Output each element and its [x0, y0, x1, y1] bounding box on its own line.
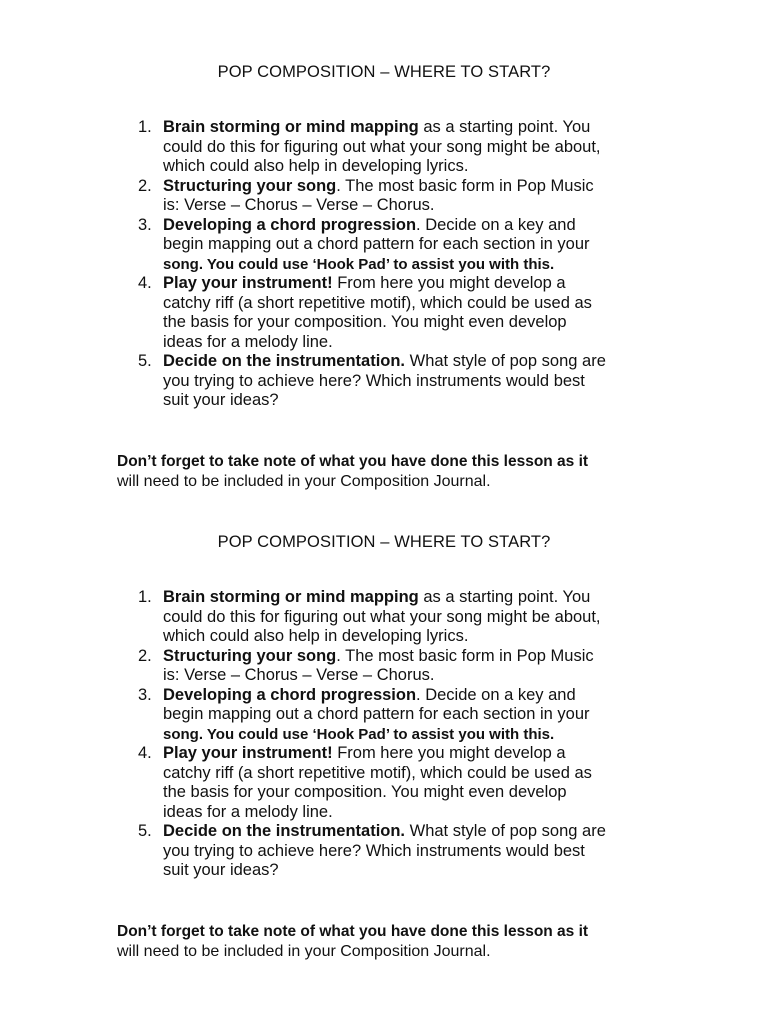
- step-number: 3.: [138, 215, 152, 234]
- step-line: begin mapping out a chord pattern for each section in your: [163, 705, 590, 723]
- step-line: suit your ideas?: [163, 391, 279, 409]
- page-title: POP COMPOSITION – WHERE TO START?: [217, 533, 551, 551]
- step-title: Structuring your song: [163, 646, 337, 665]
- step-title: Brain storming or mind mapping: [163, 588, 419, 606]
- step-line: the basis for your composition. You might even develop: [163, 783, 567, 801]
- step-line: [163, 744, 677, 764]
- step-title: Decide on the instrumentation.: [163, 352, 406, 370]
- step-text: . The most basic form in Pop Music: [336, 176, 594, 195]
- step-line: [163, 255, 677, 275]
- step-text: From here you might develop a: [332, 744, 566, 762]
- step-number: 5.: [138, 352, 152, 370]
- step-title: Play your instrument!: [163, 744, 333, 762]
- page-title: POP COMPOSITION – WHERE TO START?: [217, 63, 551, 81]
- step-text: song: [163, 725, 199, 743]
- step-number: 2.: [138, 176, 152, 195]
- step-line: catchy riff (a short repetitive motif), which could be used as: [163, 293, 592, 312]
- step-line: which could also help in developing lyrics.: [163, 157, 469, 175]
- step-text: What style of pop song are: [405, 352, 606, 370]
- reminder-text: will need to be included in your Composition Journal.: [117, 943, 491, 960]
- step-number: 4.: [138, 274, 152, 292]
- step-line: which could also help in developing lyrics.: [163, 627, 469, 645]
- step-text: as a starting point. You: [418, 588, 591, 606]
- step-number: 5.: [138, 822, 152, 840]
- reminder-note: [117, 922, 677, 962]
- step-line: suit your ideas?: [163, 861, 279, 879]
- steps-list: [117, 588, 677, 881]
- step-line: [163, 647, 677, 667]
- list-item: [117, 118, 677, 177]
- step-line: could do this for figuring out what your song might be about,: [163, 607, 601, 626]
- list-item: [117, 822, 677, 881]
- step-line: could do this for figuring out what your song might be about,: [163, 137, 601, 156]
- step-line: you trying to achieve here? Which instruments would best: [163, 841, 585, 860]
- step-line: you trying to achieve here? Which instruments would best: [163, 371, 585, 390]
- reminder-note: [117, 452, 677, 492]
- step-line: [163, 177, 677, 197]
- step-line: [163, 118, 677, 138]
- step-line: [163, 274, 677, 294]
- step-line: [163, 588, 677, 608]
- step-line: [163, 822, 677, 842]
- list-item: [117, 177, 677, 216]
- step-number: 1.: [138, 118, 152, 136]
- step-title: Developing a chord progression: [163, 215, 417, 234]
- reminder-text: will need to be included in your Composition Journal.: [117, 473, 491, 490]
- step-number: 2.: [138, 646, 152, 665]
- step-line: catchy riff (a short repetitive motif), which could be used as: [163, 763, 592, 782]
- step-text: . Decide on a key and: [416, 215, 576, 234]
- list-item: [117, 686, 677, 745]
- step-text: as a starting point. You: [418, 118, 591, 136]
- step-text: From here you might develop a: [332, 274, 566, 292]
- step-line: the basis for your composition. You might even develop: [163, 313, 567, 331]
- step-title: Developing a chord progression: [163, 685, 417, 704]
- reminder-bold: Don’t forget to take note of what you have done this lesson as it: [117, 453, 589, 470]
- steps-list: [117, 118, 677, 411]
- step-tip: . You could use ‘Hook Pad’ to assist you with this.: [198, 725, 555, 743]
- step-line: [163, 352, 677, 372]
- step-line: ideas for a melody line.: [163, 802, 333, 821]
- step-tip: . You could use ‘Hook Pad’ to assist you with this.: [198, 255, 555, 273]
- step-title: Play your instrument!: [163, 274, 333, 292]
- step-text: . The most basic form in Pop Music: [336, 646, 594, 665]
- step-title: Decide on the instrumentation.: [163, 822, 406, 840]
- step-number: 3.: [138, 685, 152, 704]
- reminder-bold: Don’t forget to take note of what you have done this lesson as it: [117, 923, 589, 940]
- step-line: [163, 686, 677, 706]
- step-title: Structuring your song: [163, 176, 337, 195]
- step-line: is: Verse – Chorus – Verse – Chorus.: [163, 196, 435, 214]
- list-item: [117, 588, 677, 647]
- list-item: [117, 352, 677, 411]
- step-line: begin mapping out a chord pattern for each section in your: [163, 235, 590, 253]
- step-title: Brain storming or mind mapping: [163, 118, 419, 136]
- step-text: song: [163, 255, 199, 273]
- step-text: What style of pop song are: [405, 822, 606, 840]
- step-line: [163, 216, 677, 236]
- step-text: . Decide on a key and: [416, 685, 576, 704]
- list-item: [117, 274, 677, 352]
- step-line: is: Verse – Chorus – Verse – Chorus.: [163, 666, 435, 684]
- step-line: ideas for a melody line.: [163, 332, 333, 351]
- list-item: [117, 744, 677, 822]
- list-item: [117, 216, 677, 275]
- step-number: 4.: [138, 744, 152, 762]
- step-line: [163, 725, 677, 745]
- list-item: [117, 647, 677, 686]
- step-number: 1.: [138, 588, 152, 606]
